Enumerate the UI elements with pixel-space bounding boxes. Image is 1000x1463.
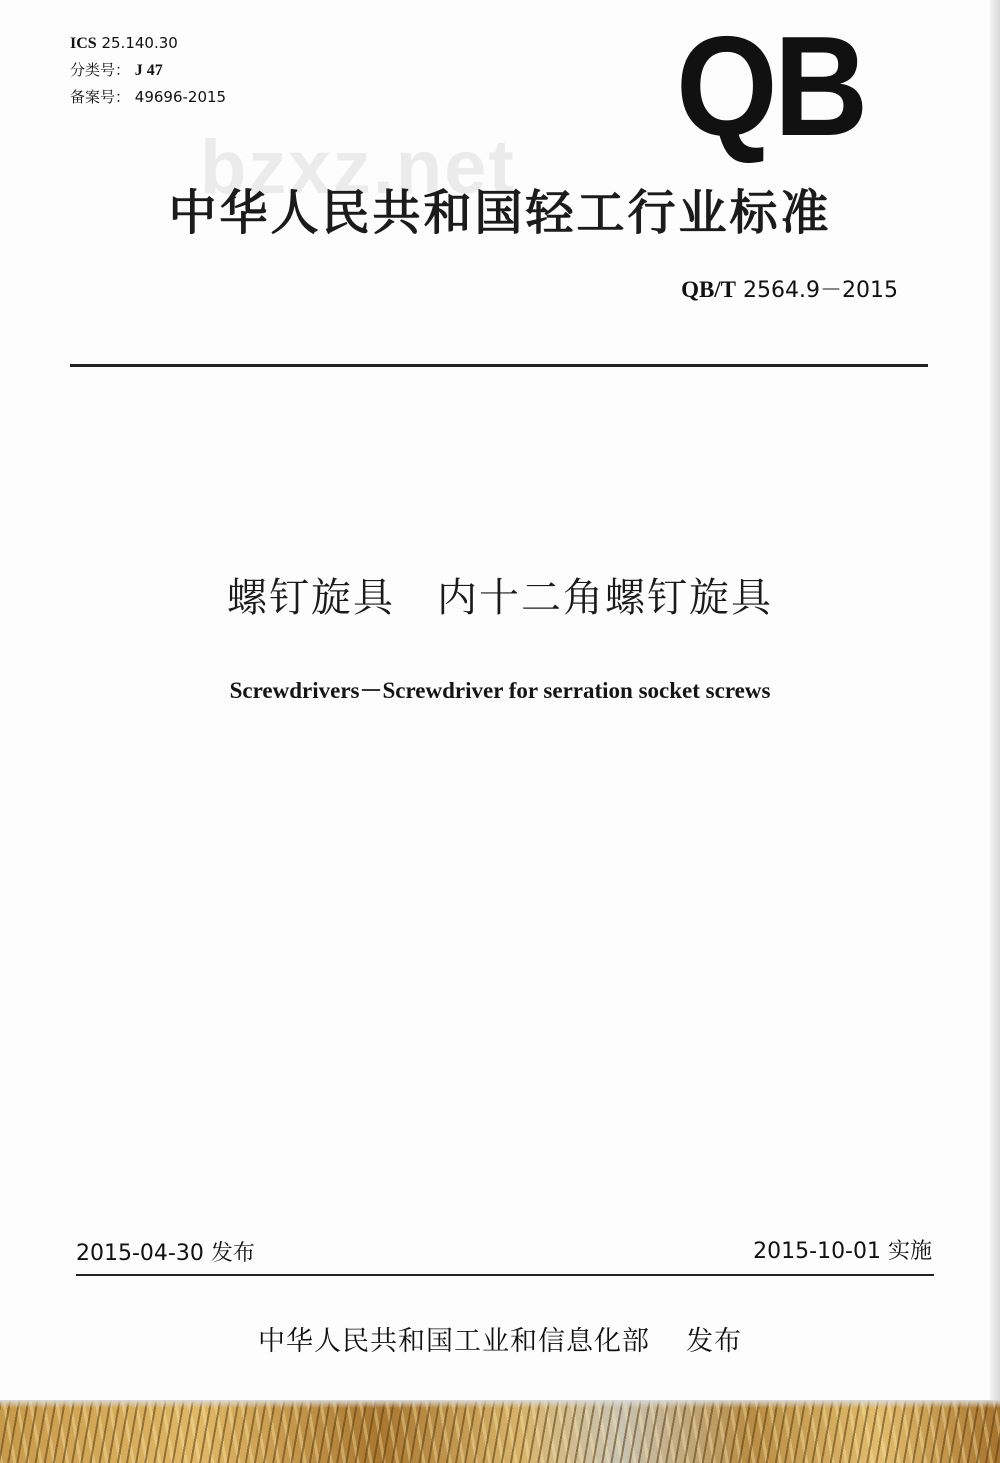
background-photo-strip	[0, 1400, 1000, 1463]
class-label: 分类号：	[70, 61, 131, 79]
issue-date: 2015-04-30 发布	[76, 1241, 255, 1266]
ics-row	[70, 30, 226, 57]
issuing-authority	[150, 1322, 850, 1362]
header-divider	[70, 364, 928, 367]
document-title-chinese: 螺钉旋具 内十二角螺钉旋具	[227, 575, 773, 621]
standard-category-title: 中华人民共和国轻工行业标准	[168, 185, 832, 241]
standard-number-prefix: QB/T	[681, 277, 737, 302]
class-value: J 47	[134, 62, 163, 79]
qb-logo: QB	[676, 7, 865, 166]
ics-label: ICS	[70, 35, 97, 52]
standard-number	[600, 275, 898, 305]
footer-divider	[76, 1274, 934, 1276]
effective-date: 2015-10-01 实施	[753, 1239, 932, 1264]
issuer-name: 中华人民共和国工业和信息化部	[258, 1326, 650, 1357]
page-edge-shadow	[990, 0, 1000, 1400]
document-title-english: Screwdrivers－Screwdriver for serration socket screws	[229, 678, 771, 703]
standard-number-value: 2564.9－2015	[743, 278, 898, 303]
record-label: 备案号：	[70, 88, 131, 106]
ics-value: 25.140.30	[101, 34, 178, 52]
issuer-action: 发布	[686, 1326, 742, 1357]
class-row	[70, 57, 226, 84]
record-row	[70, 84, 226, 111]
watermark-text: bzxz.net	[200, 125, 516, 210]
photo-strip-shadow	[0, 1400, 1000, 1408]
record-value: 49696-2015	[134, 88, 227, 106]
classification-block	[70, 30, 226, 111]
